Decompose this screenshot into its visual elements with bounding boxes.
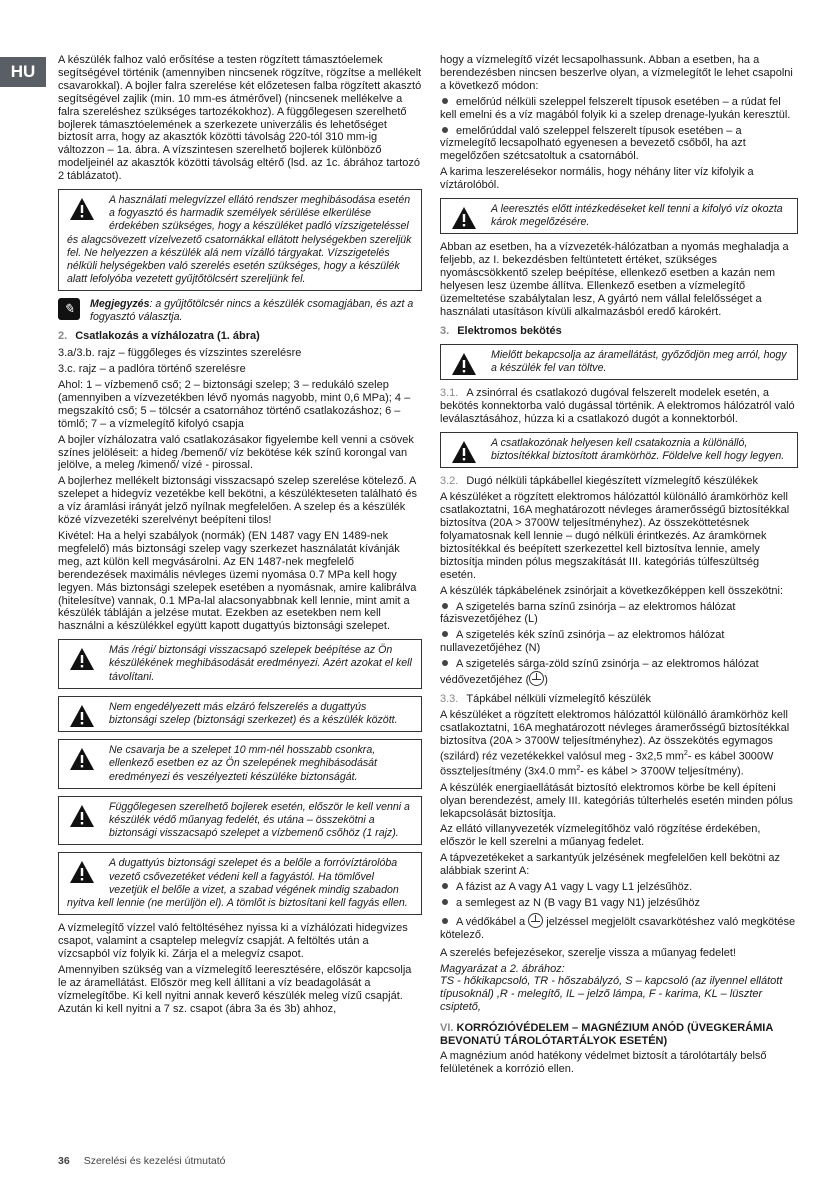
warning-text: Mielőtt bekapcsolja az áramellátást, győződjön meg arról, hogy a készülék fel van töltve. xyxy=(491,348,787,375)
note-text: : a gyűjtőtölcsér nincs a készülék csomagjában, és azt a fogyasztó választja. xyxy=(90,298,414,324)
pencil-icon: ✎ xyxy=(58,298,80,320)
warning-text: Nem engedélyezett más elzáró felszerelés a dugattyús biztonsági szelep (biztonsági szerkezet) és a készülék között. xyxy=(109,700,398,727)
warning-text: Függőlegesen szerelhető bojlerek esetén, először le kell venni a készülék védő műanyag fedelét, és utána – összekötni a biztonsági visszacsapó szelepet a vízbemenő csőhöz (1 rajz). xyxy=(109,800,410,840)
note-label: Megjegyzés xyxy=(90,298,150,311)
warning-box xyxy=(58,696,422,732)
paragraph: A vízmelegítő vízzel való feltöltéséhez nyissa ki a vízhálózati hidegvizes csapot, valamint a csaptelep melegvíz csapját. A feltöltés után a vízcsapból víz folyik ki. Zárja el a melegvíz csapot. xyxy=(58,922,408,961)
page-footer xyxy=(58,1155,226,1167)
ground-icon xyxy=(528,913,543,928)
warning-text: A leeresztés előtt intézkedéseket kell tenni a kifolyó víz okozta károk megelőzésére. xyxy=(491,203,783,229)
bullet-item: A szigetelés sárga-zöld színű zsinórja – az elektromos hálózat védővezetőjéhez ( ) xyxy=(440,658,759,687)
paragraph: A szerelés befejezésekor, szerelje vissza a műanyag fedelet! xyxy=(440,946,736,959)
warning-icon xyxy=(69,747,95,771)
paragraph: A tápvezetékeket a sarkantyúk jelzésének megfelelően kell bekötni az alábbiak szerint A: xyxy=(440,852,780,878)
warning-text: A használati melegvízzel ellátó rendszer meghibásodása esetén a fogyasztó és harmadik személyek sérülése elkerülése érdekében szükséges, hogy a készüléket padló vízszigeteléssel és alagcsövezett vízelvezető csatornákkal ellátott helységekben szereljük fel. Ne helyezzen a készülék alá nem vízálló tárgyakat. Vízszigetelés nélküli helységekben való szerelés esetén szükséges, hogy a készülék alatt lefolyóba vezetett gyűjtőtölcsért szereljünk fel. xyxy=(67,194,412,286)
paragraph: Magyarázat a 2. ábrához: xyxy=(440,962,565,975)
paragraph: Az ellátó villanyvezeték vízmelegítőhöz való rögzítése érdekében, először le kell szerelni a műanyag fedelet. xyxy=(440,823,761,849)
paragraph: A bojlerhez mellékelt biztonsági visszacsapó szelep szerelése kötelező. A szelepet a hidegvíz vezetékbe kell bekötni, a készülékteseten található és a víz áramlási irányát jelző nyílnak megfelelően. A szelep és a készülék közé vízvezetéki szerelvényt beépíteni tilos! xyxy=(58,475,417,527)
warning-icon xyxy=(69,704,95,728)
paragraph: Ahol: 1 – vízbemenő cső; 2 – biztonsági szelep; 3 – redukáló szelep (amennyiben a vízvezetékben lévő nyomás nagyobb, mint 0,6 MPa); 4 – megszakító cső; 5 – tölcsér a csatornához történő csatlakozáshoz; 6 – tömlő; 7 – a vízmelegítő kifolyó csapja xyxy=(58,379,411,430)
paragraph: hogy a vízmelegítő vízét lecsapolhassunk. Abban a esetben, ha a berendezésben nincsen beszerlve olyan, a vízmelegítőt le lehet csapolni a következő módon: xyxy=(440,54,793,92)
section-heading: 2. Csatlakozás a vízhálozatra (1. ábra) xyxy=(58,330,260,343)
language-tab: HU xyxy=(0,57,46,87)
section-heading: VI. KORRÓZIÓVÉDELEM – MAGNÉZIUM ANÓD (ÜVEGKERÁMIA BEVONATÚ TÁROLÓTARTÁLYOK ESETÉN) xyxy=(440,1022,773,1048)
ground-icon xyxy=(529,671,544,686)
warning-box xyxy=(58,796,422,846)
bullet-item: emelőrúd nélküli szeleppel felszerelt típusok esetében – a rúdat fel kell emelni és a víz magából folyik ki a szelep drenage-lyukán keresztül. xyxy=(440,95,791,121)
paragraph: A bojler vízhálozatra való csatlakozásakor figyelembe kell venni a csövek színes jelöléseit: a hideg /bemenő/ víz bekötése kék színű korongal van jelölve, a meleg /kimenő/ vízé - pirossal. xyxy=(58,433,414,472)
warning-box xyxy=(440,432,798,468)
note-box xyxy=(58,298,422,324)
bullet-item: A szigetelés barna színű zsinórja – az elektromos hálózat fázisvezetőjéhez (L) xyxy=(440,600,736,626)
warning-icon xyxy=(451,352,477,376)
warning-icon xyxy=(69,197,95,221)
paragraph: 3.c. rajz – a padlóra történő szerelésre xyxy=(58,363,246,376)
bullet-item: A védőkábel a jelzéssel megjelölt csavarkötéshez való megkötése kötelező. xyxy=(440,913,798,942)
bullet-item: emelőrúddal való szeleppel felszerelt típusok esetében – a vízmelegítő lecsapolható egyenesen a bevezető csőből, ha azt megelőzően szétcsatoltuk a csatornából. xyxy=(440,124,746,163)
paragraph: A készüléket a rögzített elektromos hálózattól különálló áramkörhöz kell csatlakoztatni, 16A meghatározott névleges áramerősségű biztosítékkal biztosítva (20A > 3700W teljesítményhez). Az összeköttetésnek folyamatosnak kell lennie – dugó nélküli érintkezés. Az áramkörnek biztosítékkal és beépített szerkezettel kell biztosítva lennie, amely biztosítja minden pólus megszakítását III. kategóriás túlfeszültség esetén. xyxy=(440,491,790,581)
paragraph: Kivétel: Ha a helyi szabályok (normák) (EN 1487 vagy EN 1489-nek megfelelő) más biztonsági szelep vagy szerkezet használatát kívánják meg, azt külön kell megvásárolni. Az EN 1487-nek megfelelő berendezések maximális névleges üzemi nyomása 0.7 MPa kell hogy legyen. Más biztonsági szelepek esetében a nyomásnak, amire kalibrálva (hitelesítve) vannak, 0.1 MPa-lal alacsonyabbnak kell lennie, mint amit a készülék tábláján a jelzése mutat. Ezekben az esetekben nem kell használni a készülékkel együtt kapott dugattyús biztonsági szelepet. xyxy=(58,529,417,633)
warning-text: A csatlakozónak helyesen kell csatakoznia a különálló, biztosítékkal biztosított áramkörhöz. Földelve kell hogy legyen. xyxy=(491,436,785,463)
section-heading: 3. Elektromos bekötés xyxy=(440,324,562,337)
paragraph: Amennyiben szükség van a vízmelegítő leeresztésére, először kapcsolja le az áramellátást. Először meg kell állítani a víz beadagolását a vízmelegítőbe. Ki kell nyitni annak keverő készülék meleg vízű csapját. Azután ki kell nyitni a 7 sz. csapot (ábra 3a és 3b) ahhoz, xyxy=(58,964,412,1015)
paragraph: A készüléket a rögzített elektromos hálózattól különálló áramkörhöz kell csatlakoztatni, 16A meghatározott névleges áramerősségű biztosítékkal biztosítva (20A > 3700W teljesítményhez). Az összekötés egymagos (szilárd) réz vezetékekkel valósul meg - 3x2,5 $mm^2-$ es kábel 3000W összteljesítmény (3x4.0 $mm^2-$ es kábel > 3700W teljesítmény). xyxy=(440,708,790,778)
bullet-item: A fázist az A vagy A1 vagy L vagy L1 jelzésűhöz. xyxy=(440,881,798,894)
bullet-icon xyxy=(442,899,448,905)
paragraph: A karima leszerelésekor normális, hogy néhány liter víz kifolyik a víztárolóból. xyxy=(440,166,754,192)
paragraph: TS - hőkikapcsoló, TR - hőszabályzó, S – kapcsoló (az ilyennel ellátott típusoknál) ,R - melegítő, IL – jelző lámpa, F - karima, KL – lüszter csiptető, xyxy=(440,975,783,1014)
warning-text: Más /régi/ biztonsági visszacsapó szelepek beépítése az Ön készülékének meghibásodását eredményezi. Azért azokat el kell távolítani. xyxy=(109,644,412,683)
warning-text: Ne csavarja be a szelepet 10 mm-nél hosszabb csonkra, ellenkező esetben ez az Ön szelepének meghibásodását eredményezi és veszélyezteti készüléke biztonságát. xyxy=(109,744,377,783)
bullet-item: a semlegest az N (B vagy B1 vagy N1) jelzésűhöz xyxy=(440,897,798,910)
warning-icon xyxy=(69,647,95,671)
warning-icon xyxy=(451,440,477,464)
paragraph: 3.a/3.b. rajz – függőleges és vízszintes szerelésre xyxy=(58,347,302,360)
paragraph: A készülék falhoz való erősítése a testen rögzített támasztóelemek segítségével történik (amennyiben nincsenek rögzítve, rögzítse a mellékelt csavarokkal). A bojler falra szerelése két előzetesen falba rögzített akasztó segítségével zajlik (min. 10 mm-es átmérővel) (nincsenek mellékelve a falra szereléshez szükséges tartozékokhoz). A függőlegesen szerelhető bojlerek támasztóelemének a szerkezete univerzális és lehetőséget biztosít arra, hogy az akasztók közötti távolság 220-tól 310 mm-ig változzon – 1a. ábra. A vízszintesen szerelhető bojlerek különböző modeljeinél az akasztók közötti távolság eltérő (lsd. az 1c. ábrához tartozó 2 táblázatot). xyxy=(58,54,422,183)
bullet-icon xyxy=(442,918,448,924)
paragraph: A készülék tápkábelének zsinórjait a következőképpen kell összekötni: xyxy=(440,584,784,597)
warning-box xyxy=(58,639,422,689)
page-number: 36 xyxy=(58,1155,70,1167)
warning-icon xyxy=(69,860,95,884)
subsection-paragraph: 3.1. A zsinórral és csatlakozó dugóval felszerelt modelek esetén, a bekötés konnektorba való dugással történik. A elektromos hálózatról való leválasztásához, húzza ki a csatlakozó dugót a konnektorból. xyxy=(440,387,795,426)
subsection-heading: 3.3. Tápkábel nélküli vízmelegítő készülék xyxy=(440,692,652,705)
warning-icon xyxy=(451,206,477,230)
warning-box xyxy=(440,344,798,380)
bullet-icon xyxy=(442,883,448,889)
bullet-icon xyxy=(442,631,448,637)
bullet-icon xyxy=(442,98,448,104)
subsection-heading: 3.2. Dugó nélküli tápkábellel kiegészített vízmelegítő készülékek xyxy=(440,475,759,488)
warning-box xyxy=(440,198,798,234)
bullet-icon xyxy=(442,660,448,666)
paragraph: Abban az esetben, ha a vízvezeték-hálózatban a nyomás meghaladja a feljebb, az I. bekezdésben feltüntetett értéket, szükséges nyomáscsökkentő szelep beépítése, ellenkező esetben a kazán nem helyesen lesz üzembe állítva. Ellenkező esetben a vízmelegítő üzemeltetése szabálytalan lesz, A gyártó nem vállal felelősséget a használati utasításon kívüli alkalmazásból eredő károkért. xyxy=(440,241,789,318)
bullet-item: A szigetelés kék színű zsinórja – az elektromos hálózat nullavezetőjéhez (N) xyxy=(440,629,725,655)
paragraph: A magnézium anód hatékony védelmet biztosít a tárolótartály belső felületének a korrózió ellen. xyxy=(440,1050,767,1075)
paragraph: A készülék energiaellátását biztosító elektromos körbe be kell építeni olyan berendezést, amely III. kategóriás túlterhelés esetén minden pólus lekapcsolását biztosítja. xyxy=(440,781,793,820)
warning-text: A dugattyús biztonsági szelepet és a belőle a forróvíztárolóba vezető csővezetéket védeni kell a fagyástól. Ha tömlővel vezetjük el belőle a vizet, a szabad végének mindig szabadon nyitva kell lennie (ne merüljön el). A tömlőt is biztosítani kell fagyás ellen. xyxy=(67,857,408,910)
bullet-icon xyxy=(442,127,448,133)
left-column xyxy=(58,54,422,1019)
bullet-icon xyxy=(442,603,448,609)
warning-box xyxy=(58,852,422,915)
footer-title: Szerelési és kezelési útmutató xyxy=(83,1155,226,1167)
warning-box xyxy=(58,189,422,291)
right-column xyxy=(440,54,798,1079)
warning-box xyxy=(58,739,422,789)
warning-icon xyxy=(69,804,95,828)
